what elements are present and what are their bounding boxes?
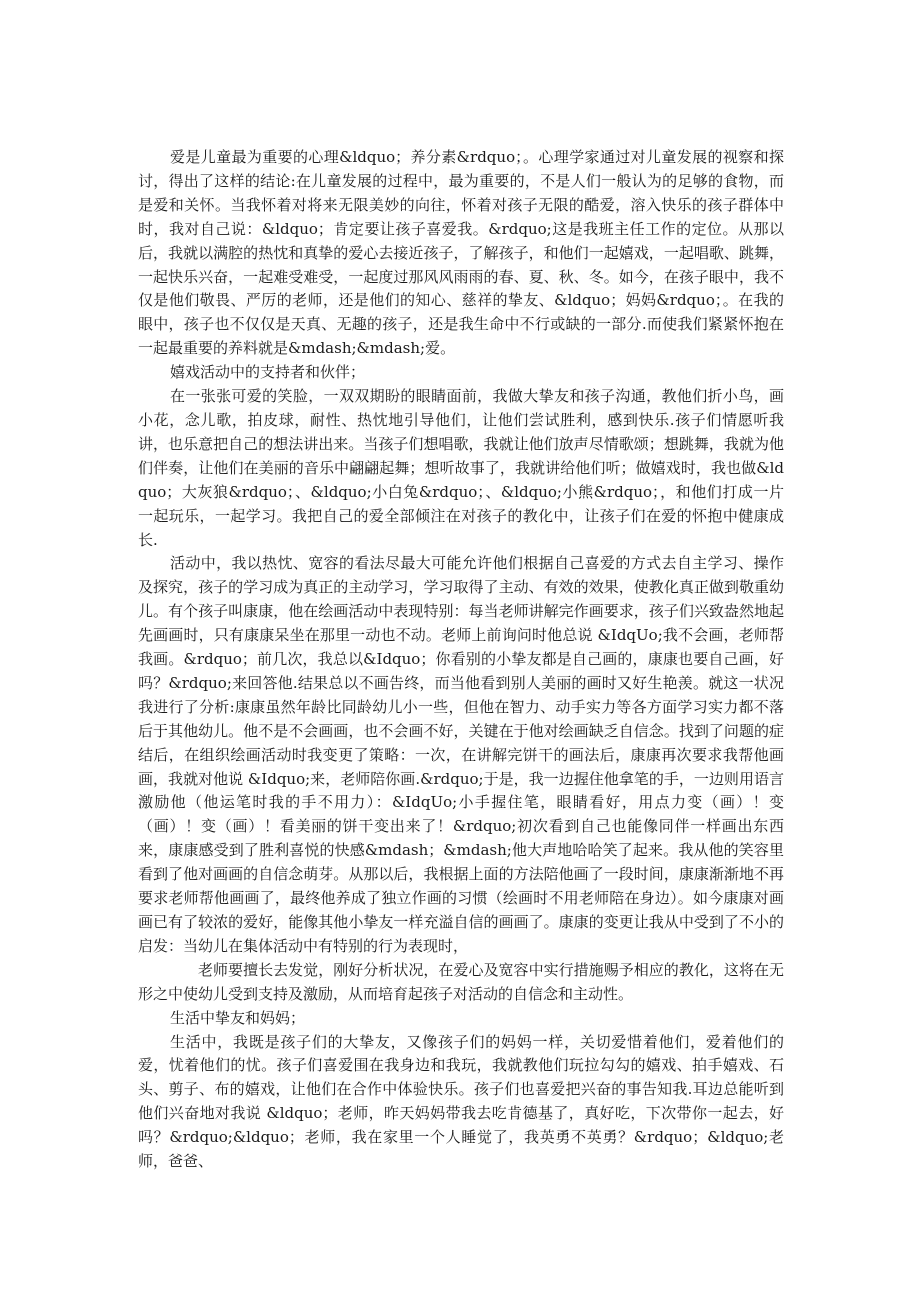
paragraph-intro: 爱是儿童最为重要的心理&ldquo；养分素&rdquo；。心理学家通过对儿童发展的视察和探讨，得出了这样的结论:在儿童发展的过程中，最为重要的，不是人们一般认为的足够的食物，而是爱和关怀。当我怀着对将来无限美妙的向往，怀着对孩子无限的酷爱，溶入快乐的孩子群体中时，我对自己说：&ldquo；肯定要让孩子喜爱我。&rdquo;这是我班主任工作的定位。从那以后，我就以满腔的热忱和真挚的爱心去接近孩子，了解孩子，和他们一起嬉戏，一起唱歌、跳舞，一起快乐兴奋，一起难受难受，一起度过那风风雨雨的春、夏、秋、冬。如今，在孩子眼中，我不仅是他们敬畏、严厉的老师，还是他们的知心、慈祥的挚友、&ldquo；妈妈&rdquo；。在我的眼中，孩子也不仅仅是天真、无趣的孩子，还是我生命中不行或缺的一部分.而使我们紧紧怀抱在一起最重要的养料就是&mdash;&mdash;爱。	[138, 148, 784, 358]
document-body	[138, 146, 784, 1174]
section-heading-play: 嬉戏活动中的支持者和伙伴；	[170, 363, 366, 382]
paragraph-play: 在一张张可爱的笑脸，一双双期盼的眼睛面前，我做大挚友和孩子沟通，教他们折小鸟，画小花，念儿歌，拍皮球，耐性、热忱地引导他们，让他们尝试胜利，感到快乐.孩子们情愿听我讲，也乐意把自己的想法讲出来。当孩子们想唱歌，我就让他们放声尽情歌颂；想跳舞，我就为他们伴奏，让他们在美丽的音乐中翩翩起舞；想听故事了，我就讲给他们听；做嬉戏时，我也做&ldquo；大灰狼&rdquo；、&ldquo;小白兔&rdquo；、&ldquo;小熊&rdquo；，和他们打成一片一起玩乐，一起学习。我把自己的爱全部倾注在对孩子的教化中，让孩子们在爱的怀抱中健康成长.	[138, 387, 784, 549]
paragraph-life: 生活中，我既是孩子们的大挚友，又像孩子们的妈妈一样，关切爱惜着他们，爱着他们的爱，忧着他们的忧。孩子们喜爱围在我身边和我玩，我就教他们玩拉勾勾的嬉戏、拍手嬉戏、石头、剪子、布的嬉戏，让他们在合作中体验快乐。孩子们也喜爱把兴奋的事告知我.耳边总能听到他们兴奋地对我说 &ldquo；老师，昨天妈妈带我去吃肯德基了，真好吃，下次带你一起去，好吗？&rdquo;&ldquo；老师，我在家里一个人睡觉了，我英勇不英勇？&rdquo；&ldquo;老师，爸爸、	[138, 1032, 784, 1171]
paragraph-activity-kangkang: 活动中，我以热忱、宽容的看法尽最大可能允许他们根据自己喜爱的方式去自主学习、操作及探究，孩子的学习成为真正的主动学习，学习取得了主动、有效的效果，使教化真正做到敬重幼儿。有个孩子叫康康，他在绘画活动中表现特别：每当老师讲解完作画要求，孩子们兴致盎然地起先画画时，只有康康呆坐在那里一动也不动。老师上前询问时他总说 &IdqUo;我不会画，老师帮我画。&rdquo；前几次，我总以&Idquo；你看别的小挚友都是自己画的，康康也要自己画，好吗？&rdquo;来回答他.结果总以不画告终，而当他看到别人美丽的画时又好生艳羡。就这一状况我进行了分析:康康虽然年龄比同龄幼儿小一些，但他在智力、动手实力等各方面学习实力都不落后于其他幼儿。他不是不会画画，也不会画不好，关键在于他对绘画缺乏自信念。找到了问题的症结后，在组织绘画活动时我变更了策略：一次，在讲解完饼干的画法后，康康再次要求我帮他画画，我就对他说 &Idquo;来，老师陪你画.&rdquo;于是，我一边握住他拿笔的手，一边则用语言激励他（他运笔时我的手不用力）：&IdqUo;小手握住笔，眼睛看好，用点力变（画）！变（画）！变（画）！看美丽的饼干变出来了！&rdquo;初次看到自己也能像同伴一样画出东西来，康康感受到了胜利喜悦的快感&mdash；&mdash;他大声地哈哈笑了起来。我从他的笑容里看到了他对画画的自信念萌芽。从那以后，我根据上面的方法陪他画了一段时间，康康渐渐地不再要求老师帮他画画了，最终他养成了独立作画的习惯（绘画时不用老师陪在身边）。如今康康对画画已有了较浓的爱好，能像其他小挚友一样充溢自信的画画了。康康的变更让我从中受到了不小的启发：当幼儿在集体活动中有特别的行为表现时，	[138, 554, 784, 955]
paragraph-teacher-insight: 老师要擅长去发觉，刚好分析状况，在爱心及宽容中实行措施赐予相应的教化，这将在无形之中使幼儿受到支持及激励，从而培育起孩子对活动的自信念和主动性。	[138, 960, 784, 1003]
section-heading-life: 生活中挚友和妈妈；	[170, 1008, 306, 1027]
